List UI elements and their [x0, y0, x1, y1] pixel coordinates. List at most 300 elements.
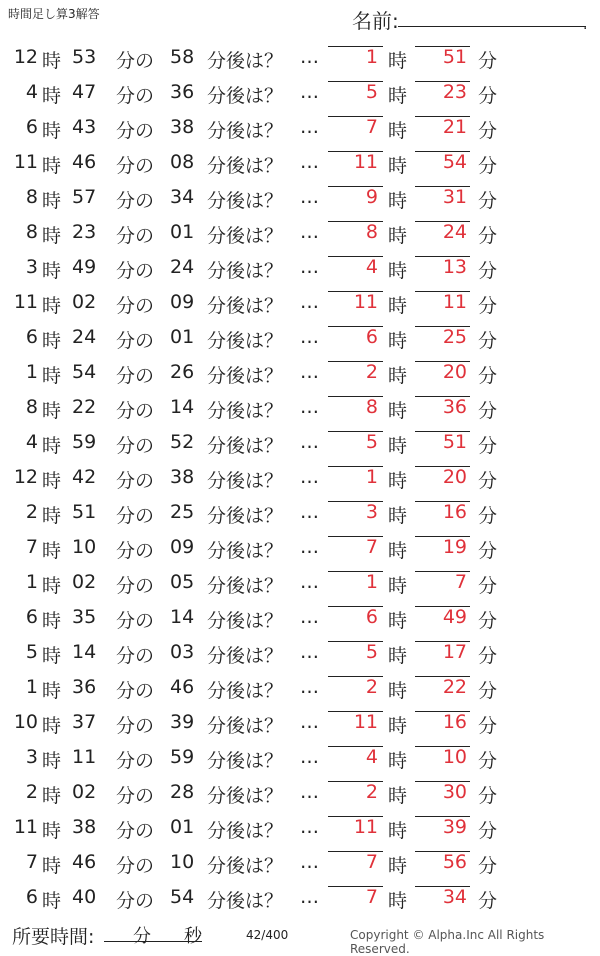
start-hour: 6: [25, 606, 38, 628]
answer-hour[interactable]: 1: [365, 46, 378, 68]
answer-hour[interactable]: 6: [365, 606, 378, 628]
answer-hour-label: 時: [388, 435, 408, 457]
answer-hour[interactable]: 2: [365, 361, 378, 383]
answer-hour-label: 時: [388, 155, 408, 177]
answer-hour-line: [328, 396, 383, 397]
hour-label: 時: [42, 190, 62, 212]
required-time-label: 所要時間:: [12, 926, 95, 948]
minutes-after-label: 分後は？: [207, 855, 284, 877]
answer-minute-line: [415, 746, 470, 747]
added-minutes: 09: [170, 536, 195, 558]
ellipsis: …: [300, 431, 319, 453]
minute-of-label: 分の: [116, 435, 155, 457]
answer-minute-line: [415, 431, 470, 432]
ellipsis: …: [300, 676, 319, 698]
start-minute: 02: [72, 291, 97, 313]
answer-hour-line: [328, 221, 383, 222]
minutes-after-label: 分後は？: [207, 645, 284, 667]
minute-of-label: 分の: [116, 225, 155, 247]
answer-minute[interactable]: 13: [442, 256, 467, 278]
start-minute: 40: [72, 886, 97, 908]
answer-minute-line: [415, 816, 470, 817]
start-hour: 12: [13, 466, 38, 488]
start-hour: 6: [25, 116, 38, 138]
answer-hour-label: 時: [388, 645, 408, 667]
answer-hour-label: 時: [388, 225, 408, 247]
ellipsis: …: [300, 151, 319, 173]
answer-hour-line: [328, 361, 383, 362]
start-hour: 6: [25, 326, 38, 348]
answer-hour-line: [328, 641, 383, 642]
answer-hour-label: 時: [388, 330, 408, 352]
hour-label: 時: [42, 435, 62, 457]
answer-hour[interactable]: 7: [365, 886, 378, 908]
answer-minute-line: [415, 886, 470, 887]
hour-label: 時: [42, 50, 62, 72]
answer-minute[interactable]: 17: [442, 641, 467, 663]
minutes-after-label: 分後は？: [207, 610, 284, 632]
minute-of-label: 分の: [116, 750, 155, 772]
answer-minute-label: 分: [478, 190, 498, 212]
answer-minute-line: [415, 711, 470, 712]
answer-minute[interactable]: 16: [442, 711, 467, 733]
ellipsis: …: [300, 571, 319, 593]
answer-minute[interactable]: 20: [442, 466, 467, 488]
start-minute: 46: [72, 151, 97, 173]
minutes-after-label: 分後は？: [207, 470, 284, 492]
start-minute: 11: [72, 746, 97, 768]
added-minutes: 34: [170, 186, 195, 208]
start-hour: 4: [25, 431, 38, 453]
answer-minute[interactable]: 49: [442, 606, 467, 628]
start-minute: 24: [72, 326, 97, 348]
answer-hour-label: 時: [388, 785, 408, 807]
answer-hour-label: 時: [388, 680, 408, 702]
ellipsis: …: [300, 256, 319, 278]
answer-minute-label: 分: [478, 610, 498, 632]
answer-minute[interactable]: 22: [442, 676, 467, 698]
minute-of-label: 分の: [116, 295, 155, 317]
ellipsis: …: [300, 606, 319, 628]
minutes-after-label: 分後は？: [207, 295, 284, 317]
start-minute: 23: [72, 221, 97, 243]
added-minutes: 28: [170, 781, 195, 803]
start-hour: 3: [25, 256, 38, 278]
answer-minute[interactable]: 19: [442, 536, 467, 558]
answer-hour-line: [328, 571, 383, 572]
ellipsis: …: [300, 781, 319, 803]
answer-hour[interactable]: 8: [365, 396, 378, 418]
added-minutes: 01: [170, 816, 195, 838]
added-minutes: 39: [170, 711, 195, 733]
answer-minute-line: [415, 676, 470, 677]
required-seconds-label: 秒: [184, 926, 202, 947]
answer-minute-line: [415, 501, 470, 502]
answer-minute-line: [415, 256, 470, 257]
answer-hour-line: [328, 851, 383, 852]
answer-hour-line: [328, 781, 383, 782]
answer-minute-label: 分: [478, 890, 498, 912]
added-minutes: 14: [170, 606, 195, 628]
minutes-after-label: 分後は？: [207, 50, 284, 72]
added-minutes: 38: [170, 466, 195, 488]
answer-hour[interactable]: 5: [365, 81, 378, 103]
ellipsis: …: [300, 46, 319, 68]
minutes-after-label: 分後は？: [207, 260, 284, 282]
problem-row: [0, 739, 600, 774]
answer-hour-label: 時: [388, 85, 408, 107]
problem-row: [0, 809, 600, 844]
ellipsis: …: [300, 501, 319, 523]
start-hour: 2: [25, 781, 38, 803]
minute-of-label: 分の: [116, 50, 155, 72]
answer-minute[interactable]: 21: [442, 116, 467, 138]
added-minutes: 54: [170, 886, 195, 908]
answer-minute-line: [415, 851, 470, 852]
answer-hour[interactable]: 4: [365, 746, 378, 768]
start-hour: 1: [25, 571, 38, 593]
ellipsis: …: [300, 711, 319, 733]
minute-of-label: 分の: [116, 855, 155, 877]
hour-label: 時: [42, 785, 62, 807]
start-minute: 22: [72, 396, 97, 418]
answer-minute[interactable]: 39: [442, 816, 467, 838]
minute-of-label: 分の: [116, 575, 155, 597]
start-minute: 42: [72, 466, 97, 488]
answer-minute-label: 分: [478, 435, 498, 457]
added-minutes: 24: [170, 256, 195, 278]
problem-row: [0, 459, 600, 494]
start-minute: 02: [72, 571, 97, 593]
start-hour: 12: [13, 46, 38, 68]
start-minute: 36: [72, 676, 97, 698]
answer-minute[interactable]: 34: [442, 886, 467, 908]
answer-minute-line: [415, 46, 470, 47]
answer-hour-line: [328, 606, 383, 607]
start-hour: 1: [25, 676, 38, 698]
start-hour: 2: [25, 501, 38, 523]
ellipsis: …: [300, 221, 319, 243]
answer-minute-line: [415, 81, 470, 82]
ellipsis: …: [300, 186, 319, 208]
answer-hour-line: [328, 536, 383, 537]
problem-row: [0, 704, 600, 739]
added-minutes: 09: [170, 291, 195, 313]
answer-minute-label: 分: [478, 855, 498, 877]
answer-minute-line: [415, 536, 470, 537]
added-minutes: 52: [170, 431, 195, 453]
problem-row: [0, 599, 600, 634]
answer-minute-label: 分: [478, 540, 498, 562]
answer-hour[interactable]: 5: [365, 431, 378, 453]
start-minute: 10: [72, 536, 97, 558]
answer-minute-label: 分: [478, 225, 498, 247]
hour-label: 時: [42, 645, 62, 667]
answer-hour-line: [328, 431, 383, 432]
answer-hour-line: [328, 291, 383, 292]
start-hour: 6: [25, 886, 38, 908]
hour-label: 時: [42, 680, 62, 702]
problem-row: [0, 109, 600, 144]
minutes-after-label: 分後は？: [207, 155, 284, 177]
start-hour: 1: [25, 361, 38, 383]
minutes-after-label: 分後は？: [207, 785, 284, 807]
answer-hour[interactable]: 11: [353, 151, 378, 173]
start-hour: 11: [13, 151, 38, 173]
minutes-after-label: 分後は？: [207, 120, 284, 142]
answer-hour-label: 時: [388, 855, 408, 877]
answer-minute[interactable]: 16: [442, 501, 467, 523]
answer-hour-line: [328, 116, 383, 117]
answer-hour[interactable]: 7: [365, 116, 378, 138]
problem-row: [0, 424, 600, 459]
answer-hour[interactable]: 11: [353, 816, 378, 838]
minute-of-label: 分の: [116, 505, 155, 527]
minutes-after-label: 分後は？: [207, 365, 284, 387]
problem-row: [0, 564, 600, 599]
minutes-after-label: 分後は？: [207, 435, 284, 457]
answer-minute-label: 分: [478, 400, 498, 422]
answer-minute-label: 分: [478, 785, 498, 807]
hour-label: 時: [42, 295, 62, 317]
answer-hour[interactable]: 6: [365, 326, 378, 348]
minute-of-label: 分の: [116, 330, 155, 352]
answer-minute-label: 分: [478, 155, 498, 177]
answer-minute-label: 分: [478, 820, 498, 842]
ellipsis: …: [300, 816, 319, 838]
answer-minute[interactable]: 7: [454, 571, 467, 593]
minute-of-label: 分の: [116, 260, 155, 282]
hour-label: 時: [42, 575, 62, 597]
answer-hour-label: 時: [388, 260, 408, 282]
answer-hour-line: [328, 466, 383, 467]
minutes-after-label: 分後は？: [207, 330, 284, 352]
problem-row: [0, 74, 600, 109]
hour-label: 時: [42, 260, 62, 282]
answer-hour-line: [328, 326, 383, 327]
answer-hour[interactable]: 1: [365, 571, 378, 593]
added-minutes: 03: [170, 641, 195, 663]
answer-minute-label: 分: [478, 680, 498, 702]
minutes-after-label: 分後は？: [207, 820, 284, 842]
start-minute: 02: [72, 781, 97, 803]
start-minute: 54: [72, 361, 97, 383]
name-field-line[interactable]: [398, 26, 586, 27]
minute-of-label: 分の: [116, 785, 155, 807]
answer-hour-label: 時: [388, 400, 408, 422]
hour-label: 時: [42, 85, 62, 107]
minutes-after-label: 分後は？: [207, 505, 284, 527]
answer-minute[interactable]: 56: [442, 851, 467, 873]
problem-row: [0, 214, 600, 249]
answer-minute[interactable]: 30: [442, 781, 467, 803]
ellipsis: …: [300, 851, 319, 873]
answer-hour[interactable]: 7: [365, 851, 378, 873]
start-hour: 11: [13, 816, 38, 838]
answer-hour-label: 時: [388, 295, 408, 317]
minute-of-label: 分の: [116, 400, 155, 422]
answer-hour[interactable]: 11: [353, 291, 378, 313]
minutes-after-label: 分後は？: [207, 85, 284, 107]
minute-of-label: 分の: [116, 470, 155, 492]
answer-hour-line: [328, 886, 383, 887]
minutes-after-label: 分後は？: [207, 225, 284, 247]
start-minute: 46: [72, 851, 97, 873]
problem-row: [0, 879, 600, 914]
answer-minute[interactable]: 11: [442, 291, 467, 313]
minute-of-label: 分の: [116, 85, 155, 107]
answer-minute-label: 分: [478, 645, 498, 667]
added-minutes: 26: [170, 361, 195, 383]
answer-hour-label: 時: [388, 575, 408, 597]
answer-minute-label: 分: [478, 260, 498, 282]
answer-minute-label: 分: [478, 85, 498, 107]
added-minutes: 46: [170, 676, 195, 698]
start-hour: 3: [25, 746, 38, 768]
hour-label: 時: [42, 155, 62, 177]
minute-of-label: 分の: [116, 155, 155, 177]
hour-label: 時: [42, 855, 62, 877]
answer-hour-line: [328, 816, 383, 817]
start-minute: 49: [72, 256, 97, 278]
answer-hour-label: 時: [388, 470, 408, 492]
answer-minute[interactable]: 51: [442, 431, 467, 453]
start-minute: 37: [72, 711, 97, 733]
answer-hour[interactable]: 2: [365, 781, 378, 803]
answer-hour-label: 時: [388, 120, 408, 142]
answer-hour-label: 時: [388, 890, 408, 912]
answer-hour-label: 時: [388, 365, 408, 387]
hour-label: 時: [42, 820, 62, 842]
answer-hour-label: 時: [388, 610, 408, 632]
start-hour: 8: [25, 186, 38, 208]
hour-label: 時: [42, 750, 62, 772]
start-minute: 57: [72, 186, 97, 208]
start-hour: 8: [25, 396, 38, 418]
answer-hour-line: [328, 676, 383, 677]
answer-minute-line: [415, 186, 470, 187]
worksheet-title: 時間足し算3解答: [8, 7, 100, 21]
minutes-after-label: 分後は？: [207, 400, 284, 422]
answer-minute[interactable]: 31: [442, 186, 467, 208]
answer-hour[interactable]: 7: [365, 536, 378, 558]
added-minutes: 36: [170, 81, 195, 103]
start-hour: 7: [25, 536, 38, 558]
added-minutes: 05: [170, 571, 195, 593]
hour-label: 時: [42, 610, 62, 632]
answer-minute-line: [415, 781, 470, 782]
minutes-after-label: 分後は？: [207, 890, 284, 912]
problem-row: [0, 669, 600, 704]
answer-minute-label: 分: [478, 575, 498, 597]
answer-hour[interactable]: 5: [365, 641, 378, 663]
answer-minute-line: [415, 361, 470, 362]
answer-hour-label: 時: [388, 750, 408, 772]
added-minutes: 58: [170, 46, 195, 68]
minute-of-label: 分の: [116, 890, 155, 912]
answer-minute-line: [415, 291, 470, 292]
added-minutes: 25: [170, 501, 195, 523]
answer-minute[interactable]: 23: [442, 81, 467, 103]
minutes-after-label: 分後は？: [207, 190, 284, 212]
answer-hour[interactable]: 11: [353, 711, 378, 733]
minute-of-label: 分の: [116, 610, 155, 632]
problem-row: [0, 529, 600, 564]
problem-row: [0, 249, 600, 284]
answer-hour-line: [328, 151, 383, 152]
minutes-after-label: 分後は？: [207, 575, 284, 597]
answer-minute[interactable]: 25: [442, 326, 467, 348]
problem-list: [0, 39, 600, 914]
added-minutes: 01: [170, 221, 195, 243]
minutes-after-label: 分後は？: [207, 680, 284, 702]
answer-hour-line: [328, 746, 383, 747]
problem-row: [0, 319, 600, 354]
answer-hour[interactable]: 8: [365, 221, 378, 243]
added-minutes: 08: [170, 151, 195, 173]
answer-minute[interactable]: 36: [442, 396, 467, 418]
start-minute: 38: [72, 816, 97, 838]
answer-hour-label: 時: [388, 190, 408, 212]
ellipsis: …: [300, 466, 319, 488]
answer-minute[interactable]: 10: [442, 746, 467, 768]
answer-hour[interactable]: 2: [365, 676, 378, 698]
answer-minute-label: 分: [478, 365, 498, 387]
answer-minute-label: 分: [478, 505, 498, 527]
start-minute: 53: [72, 46, 97, 68]
ellipsis: …: [300, 396, 319, 418]
start-minute: 47: [72, 81, 97, 103]
answer-minute[interactable]: 24: [442, 221, 467, 243]
answer-minute[interactable]: 54: [442, 151, 467, 173]
answer-minute-line: [415, 641, 470, 642]
answer-hour[interactable]: 4: [365, 256, 378, 278]
start-minute: 59: [72, 431, 97, 453]
start-hour: 5: [25, 641, 38, 663]
hour-label: 時: [42, 890, 62, 912]
minute-of-label: 分の: [116, 540, 155, 562]
ellipsis: …: [300, 361, 319, 383]
ellipsis: …: [300, 641, 319, 663]
problem-row: [0, 179, 600, 214]
answer-hour[interactable]: 3: [365, 501, 378, 523]
answer-hour-label: 時: [388, 505, 408, 527]
answer-minute-line: [415, 606, 470, 607]
added-minutes: 38: [170, 116, 195, 138]
answer-minute-line: [415, 396, 470, 397]
minute-of-label: 分の: [116, 365, 155, 387]
hour-label: 時: [42, 715, 62, 737]
answer-hour[interactable]: 9: [365, 186, 378, 208]
copyright-text: Copyright © Alpha.Inc All Rights Reserved.: [350, 928, 545, 956]
problem-row: [0, 774, 600, 809]
hour-label: 時: [42, 120, 62, 142]
answer-hour[interactable]: 1: [365, 466, 378, 488]
hour-label: 時: [42, 225, 62, 247]
added-minutes: 10: [170, 851, 195, 873]
minute-of-label: 分の: [116, 120, 155, 142]
answer-minute[interactable]: 20: [442, 361, 467, 383]
minutes-after-label: 分後は？: [207, 750, 284, 772]
answer-minute-label: 分: [478, 295, 498, 317]
answer-minute[interactable]: 51: [442, 46, 467, 68]
problem-row: [0, 354, 600, 389]
ellipsis: …: [300, 886, 319, 908]
answer-hour-line: [328, 501, 383, 502]
answer-hour-label: 時: [388, 820, 408, 842]
name-label: 名前:: [352, 9, 399, 33]
minute-of-label: 分の: [116, 645, 155, 667]
